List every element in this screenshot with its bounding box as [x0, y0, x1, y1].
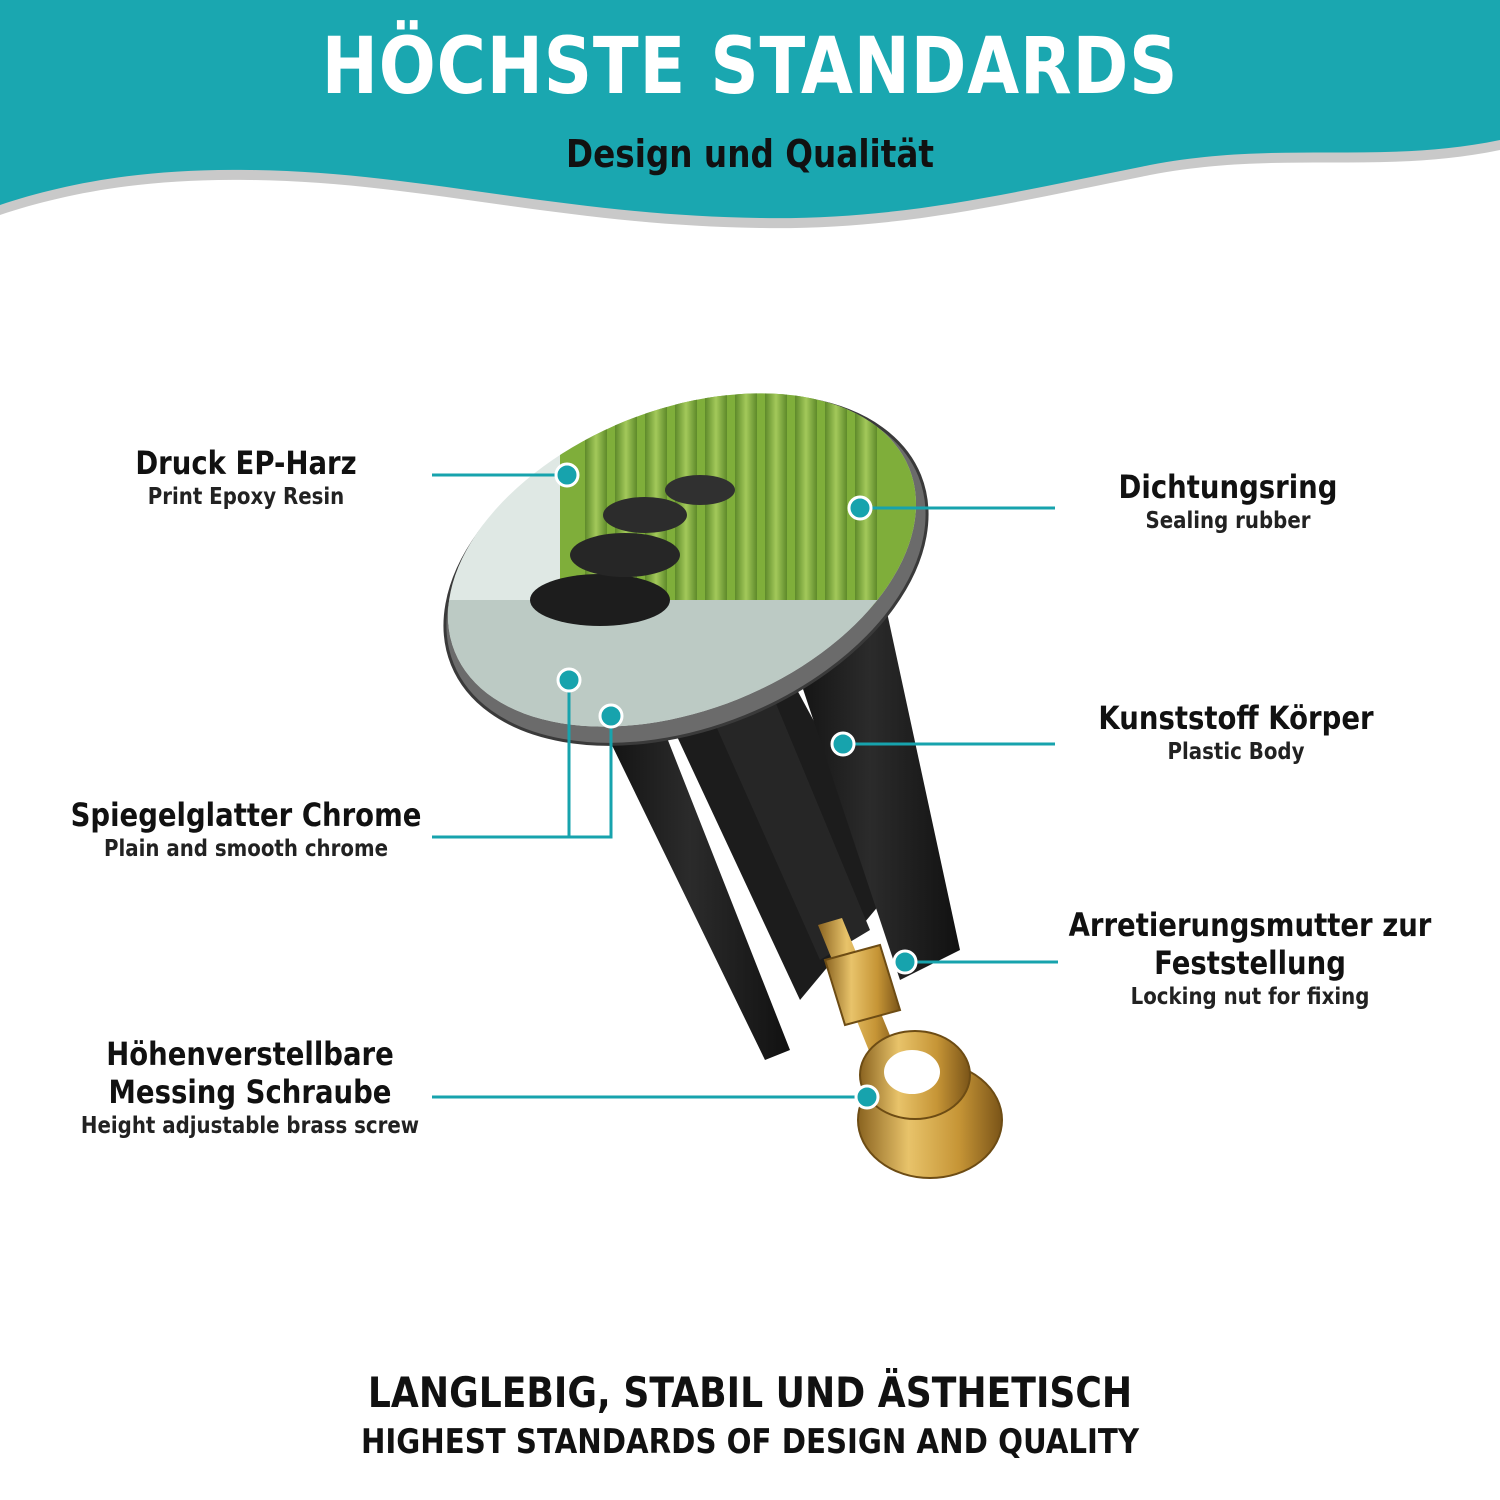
page-subtitle: Design und Qualität: [565, 132, 935, 176]
callout-sealing-ring: [1082, 468, 1374, 536]
callout-plastic-body: [1067, 699, 1404, 767]
callout-subtitle: Height adjustable brass screw: [80, 1113, 420, 1139]
callout-subtitle: Plastic Body: [1167, 739, 1305, 765]
callout-title: Dichtungsring: [1118, 468, 1338, 506]
callout-dot-icon: [856, 1086, 878, 1108]
callout-subtitle: Sealing rubber: [1145, 508, 1311, 534]
footer-subline: HIGHEST STANDARDS OF DESIGN AND QUALITY: [360, 1422, 1140, 1462]
callout-subtitle: Plain and smooth chrome: [103, 836, 389, 862]
callout-title-line1: Höhenverstellbare: [106, 1035, 394, 1073]
callout-brass-screw: [69, 1035, 430, 1141]
callout-subtitle: Locking nut for fixing: [1130, 984, 1370, 1010]
callout-title: Spiegelglatter Chrome: [70, 796, 422, 834]
callout-dot-icon: [894, 951, 916, 973]
callout-title: Druck EP-Harz: [135, 444, 357, 482]
callout-locking-nut: [1061, 906, 1439, 1012]
callout-dot-icon: [849, 497, 871, 519]
callout-chrome: [60, 796, 432, 864]
callout-title-line2: Messing Schraube: [108, 1073, 392, 1111]
callout-dot-icon: [558, 669, 580, 691]
callout-dot-icon: [600, 705, 622, 727]
page-title: HÖCHSTE STANDARDS: [321, 22, 1179, 112]
callout-dot-icon: [832, 733, 854, 755]
callout-title-line1: Arretierungsmutter zur: [1068, 906, 1432, 944]
callout-title-line2: Feststellung: [1154, 944, 1346, 982]
callout-dot-icon: [556, 464, 578, 486]
callout-subtitle: Print Epoxy Resin: [147, 484, 345, 510]
callout-title: Kunststoff Körper: [1098, 699, 1374, 737]
footer-headline: LANGLEBIG, STABIL UND ÄSTHETISCH: [367, 1368, 1133, 1417]
callout-print-resin: [91, 444, 401, 512]
